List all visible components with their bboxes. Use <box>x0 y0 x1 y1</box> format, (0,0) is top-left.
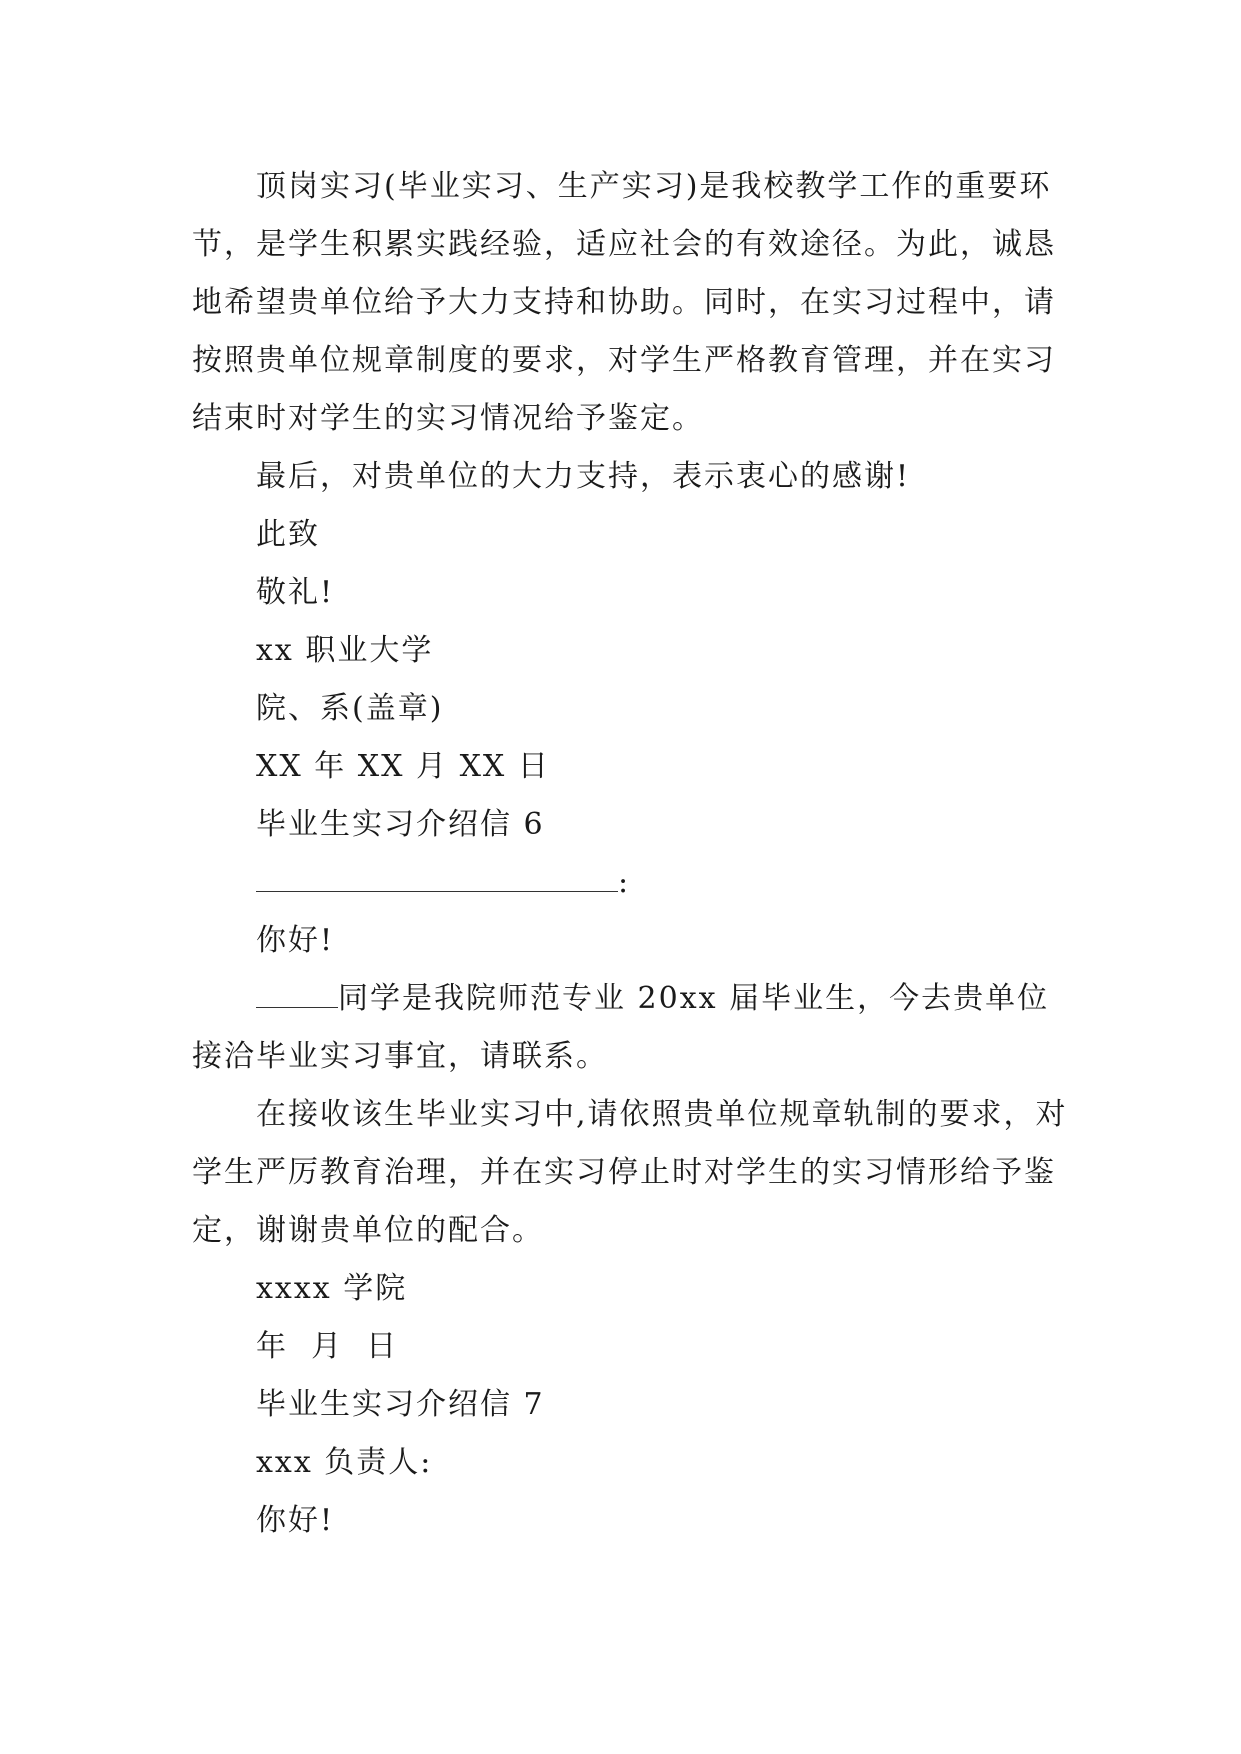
closing-salutation: 此致 <box>256 517 320 552</box>
greeting: 你好! <box>256 923 335 958</box>
signature-date-blank: 年 月 日 <box>256 1329 399 1364</box>
signature-college: xxxx 学院 <box>256 1271 408 1306</box>
signature-university: xx 职业大学 <box>256 633 434 668</box>
recipient-colon: : <box>618 865 631 900</box>
letter-body <box>192 158 1072 1550</box>
paragraph-thanks: 最后，对贵单位的大力支持，表示衷心的感谢! <box>256 459 911 494</box>
paragraph-internship-intro: 顶岗实习(毕业实习、生产实习)是我校教学工作的重要环节，是学生积累实践经验，适应社会的有效途径。为此，诚恳地希望贵单位给予大力支持和协助。同时，在实习过程中，请按照贵单位规章制度的要求，对学生严格教育管理，并在实习结束时对学生的实习情况给予鉴定。 <box>192 169 1056 436</box>
recipient-person: xxx 负责人: <box>256 1445 433 1480</box>
greeting-2: 你好! <box>256 1503 335 1538</box>
paragraph-student-intro <box>192 970 1072 1086</box>
student-name-blank <box>256 979 338 1008</box>
student-intro-text: 同学是我院师范专业 20xx 届毕业生，今去贵单位接洽毕业实习事宜，请联系。 <box>192 981 1050 1074</box>
signature-date: XX 年 XX 月 XX 日 <box>256 749 550 784</box>
letter-7-heading: 毕业生实习介绍信 7 <box>256 1387 545 1422</box>
signature-department: 院、系(盖章) <box>256 691 444 726</box>
closing-respect: 敬礼! <box>256 575 335 610</box>
paragraph-request: 在接收该生毕业实习中,请依照贵单位规章轨制的要求，对学生严厉教育治理，并在实习停止时对学生的实习情形给予鉴定，谢谢贵单位的配合。 <box>192 1097 1068 1248</box>
recipient-blank <box>256 863 618 892</box>
recipient-line <box>192 854 1072 912</box>
letter-6-heading: 毕业生实习介绍信 6 <box>256 807 545 842</box>
